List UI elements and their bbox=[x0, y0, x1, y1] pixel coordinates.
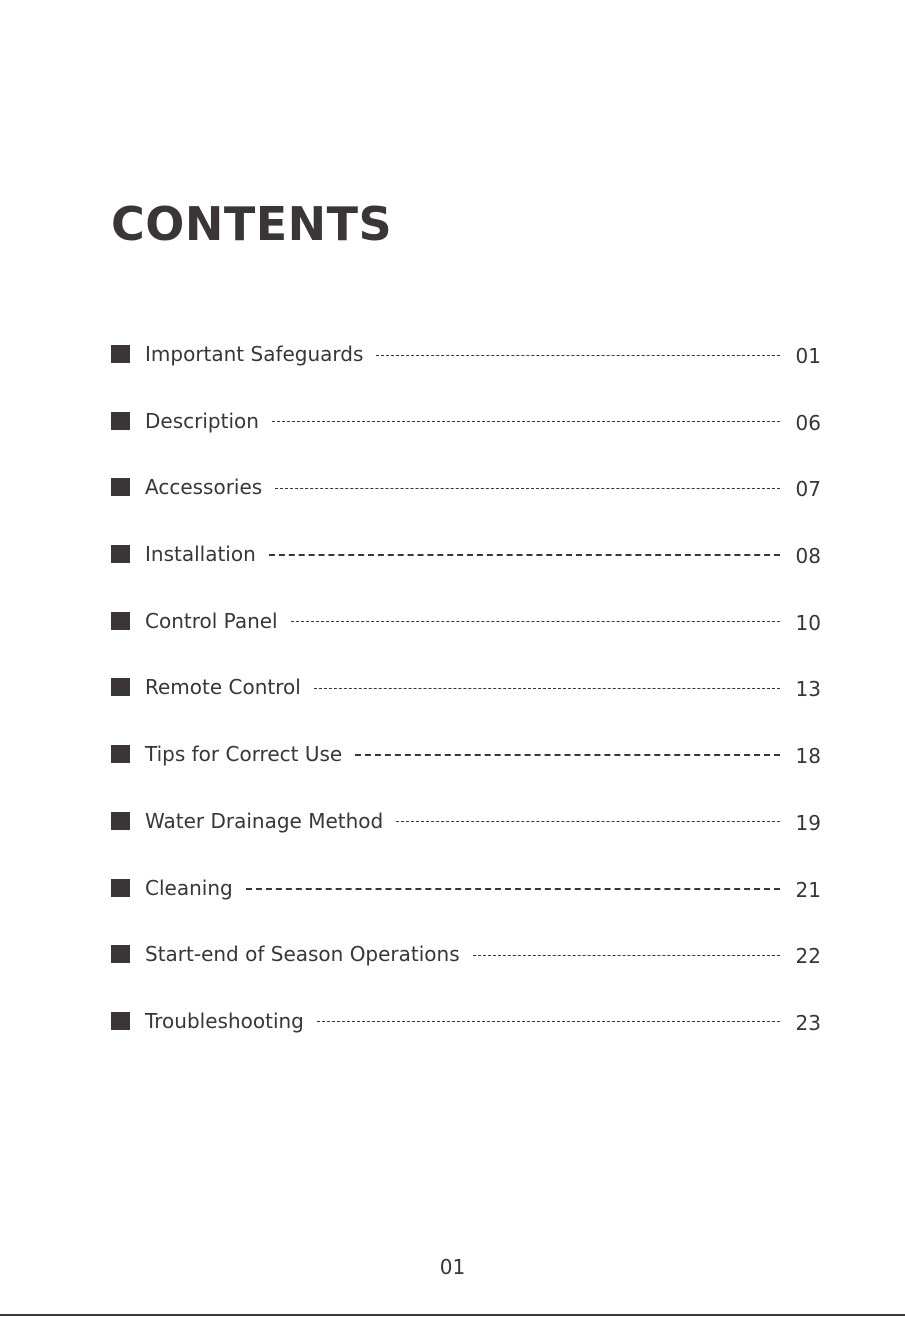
toc-entry-accessories[interactable] bbox=[111, 466, 821, 533]
toc-entry-label: Installation bbox=[145, 542, 256, 567]
square-bullet-icon bbox=[111, 812, 130, 830]
toc-entry-water-drainage-method[interactable] bbox=[111, 800, 821, 867]
toc-entry-control-panel[interactable] bbox=[111, 600, 821, 667]
dotted-leader bbox=[272, 421, 780, 422]
dotted-leader bbox=[317, 1021, 780, 1022]
table-of-contents bbox=[111, 333, 821, 1067]
page-number: 01 bbox=[439, 1255, 466, 1279]
toc-entry-page: 23 bbox=[795, 1010, 821, 1035]
toc-entry-label: Important Safeguards bbox=[145, 342, 364, 366]
toc-entry-troubleshooting[interactable] bbox=[111, 1000, 821, 1067]
toc-entry-cleaning[interactable] bbox=[111, 867, 821, 934]
dotted-leader bbox=[355, 754, 780, 756]
dotted-leader bbox=[291, 621, 780, 622]
toc-entry-page: 08 bbox=[795, 544, 821, 569]
bottom-rule bbox=[0, 1314, 905, 1316]
toc-entry-label: Remote Control bbox=[145, 675, 301, 700]
toc-entry-label: Water Drainage Method bbox=[145, 808, 384, 833]
toc-entry-label: Cleaning bbox=[145, 875, 233, 900]
toc-entry-label: Start-end of Season Operations bbox=[145, 942, 460, 967]
toc-entry-installation[interactable] bbox=[111, 533, 821, 600]
square-bullet-icon bbox=[111, 478, 130, 496]
square-bullet-icon bbox=[111, 745, 130, 763]
toc-entry-label: Accessories bbox=[145, 475, 263, 500]
page-title: CONTENTS bbox=[111, 197, 393, 251]
dotted-leader bbox=[473, 955, 780, 956]
toc-entry-description[interactable] bbox=[111, 400, 821, 467]
square-bullet-icon bbox=[111, 678, 130, 696]
dotted-leader bbox=[275, 488, 780, 489]
dotted-leader bbox=[246, 888, 780, 890]
toc-entry-page: 01 bbox=[795, 344, 821, 368]
toc-entry-tips-for-correct-use[interactable] bbox=[111, 733, 821, 800]
toc-entry-label: Control Panel bbox=[145, 608, 278, 633]
square-bullet-icon bbox=[111, 345, 130, 363]
square-bullet-icon bbox=[111, 879, 130, 897]
toc-entry-page: 18 bbox=[795, 744, 821, 769]
toc-entry-page: 22 bbox=[795, 944, 821, 969]
toc-entry-page: 06 bbox=[795, 410, 821, 435]
square-bullet-icon bbox=[111, 1012, 130, 1030]
toc-entry-start-end-of-season-operations[interactable] bbox=[111, 933, 821, 1000]
toc-entry-important-safeguards[interactable] bbox=[111, 333, 821, 400]
toc-entry-label: Tips for Correct Use bbox=[145, 742, 343, 767]
toc-entry-page: 13 bbox=[795, 677, 821, 702]
square-bullet-icon bbox=[111, 412, 130, 430]
dotted-leader bbox=[314, 688, 780, 689]
toc-entry-remote-control[interactable] bbox=[111, 666, 821, 733]
toc-entry-page: 07 bbox=[795, 477, 821, 502]
toc-entry-label: Description bbox=[145, 408, 259, 433]
dotted-leader bbox=[376, 355, 780, 356]
square-bullet-icon bbox=[111, 612, 130, 630]
square-bullet-icon bbox=[111, 545, 130, 563]
toc-entry-label: Troubleshooting bbox=[145, 1008, 304, 1033]
dotted-leader bbox=[269, 554, 780, 556]
dotted-leader bbox=[396, 821, 780, 822]
toc-entry-page: 21 bbox=[795, 877, 821, 902]
toc-entry-page: 19 bbox=[795, 810, 821, 835]
square-bullet-icon bbox=[111, 945, 130, 963]
toc-entry-page: 10 bbox=[795, 610, 821, 635]
